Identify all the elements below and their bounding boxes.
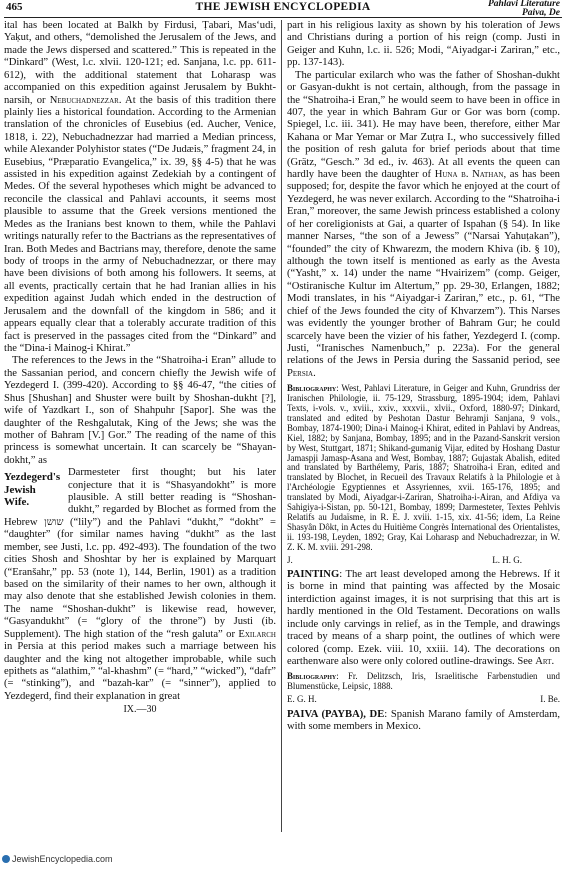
bibliography	[287, 384, 560, 552]
side-heading: Yezdegerd's Jewish Wife.	[4, 471, 61, 508]
text-run: Darmesteter first thought; but his later conjecture that it is “Shasyandokht” is more plausible. A still better reading is “Shoshan-dukht,” regarded by Blochet as formed from the Hebrew	[4, 467, 276, 528]
text-run: (“lily”) and the Pahlavi “dukht,” “dokht” = “daughter” (for similar names having “dukht” as the last member, see Justi, l.c. pp. 492-493). The foundation of the two cities Shosh and Shoshtar by her is explained by Marquart (“Eranšahr,” pp. 53 (note 1), 144, Berlin, 1901) as a tradition based on the similarity of their names to her own, although it may also denote that she established Jewish colonies in them. The name “Shoshan-dukht” is likewise read, however, “Gasyandukht” (= “glory of the throne”) by Justi (ib. Supplement). The high station of the “resh galuta” or	[4, 516, 276, 640]
text-run: ital has been located at Balkh by Firdusi, Ṭabari, Mas‘udi, Yaḳut, and others, “demolished the Jerusalem of the Jews, and made the Jews dispersed and scattered.” This is repeated in the “Dinkard” (West, l.c. xlvii. 120-121; ed. Sanjana, l.c. pp. 611-612), with the additional statement that Loharasp was accompanied on this expedition against Jerusalem by Bukht-narsih, or	[4, 20, 276, 106]
bibliography-label: Bibliography	[287, 383, 337, 394]
text-run: in Persia at this period makes such a marriage between his daughter and the king not altogether improbable, while such epithets as “alathim,” “al-khashm” (= “hard,” “wicked”), “dafr” (= “stinking”), and “bazah-kar” (= “sinner”), applied to Yezdegerd, find their explanation in great	[4, 641, 276, 702]
watermark-text: JewishEncyclopedia.com	[12, 854, 113, 864]
text-run: .	[551, 656, 555, 668]
bibliography	[287, 672, 560, 692]
headword-top: Pahlavi Literature	[487, 0, 560, 9]
volume-signature: IX.—30	[123, 704, 157, 716]
signature-right: L. H. G.	[492, 554, 522, 565]
author-signature	[287, 554, 560, 566]
author-signature	[287, 693, 560, 705]
text-run: The particular exilarch who was the father of Shoshan-dukht or Gasyan-dukht is not certain, although, from the passage in the “Shatroiha-i Eran,” he would seem to have been in office in 407, the year in which Bahram Gur or Gor was born (comp. Spiegel, l.c. iii. 341). He may have been, therefore, either Mar Kahana or Mar Yemar or Mar Zuṭra I., who successively filled the position of resh galuta for brief periods about that time (Grätz, “Gesch.” 3d ed., iv. 463). At all events the queen can hardly have been the daughter of	[287, 69, 560, 181]
column-divider	[281, 20, 282, 832]
cross-reference-link[interactable]: Persia	[287, 367, 314, 379]
text-run: , as has been supposed; for, despite the favor which he enjoyed at the court of Yezdegerd, he was never exilarch. According to the “Shatroiha-i Eran,” moreover, the same Jewish princess established a colony of her coreligionists at Gai, a quarter of Ispahan (§ 54). In like manner Narses, “the son of a Jewess” (“Narsai Yahuṭakan”), “founded” the city of Khwarezm, the modern Khiva (ib. § 10), although the town itself is mentioned as early as the Avesta (“Yasht,” x. 14) under the name “Hvairizem” (comp. Geiger, “Ostiranische Kultur im Altertum,” pp. 29-30, Erlangen, 1882; Modi translates, in his “Aiyadgar-i Zariran,” etc., p. 61, “The chief of the Jews founded the city of Khvarzem”). This Narses was evidently the younger brother of Bahram Gur; he could scarcely have been the vizier of his father, Yezdegerd I. (comp. Justi, “Iranisches Namenbuch,” p. 223a). For the general relations of the Jews in Persia during the Sassanid period, see	[287, 169, 560, 367]
paragraph: part in his religious laxity as shown by his toleration of Jews and Christians during a portion of his reign (comp. Justi in Geiger and Kuhn, l.c. ii. 526; Modi, “Aiyadgar-i Zariran,” etc., pp. 137-143).	[287, 20, 560, 69]
text-run: : Spanish Marano family of Amsterdam, with some members in Mexico.	[287, 708, 560, 733]
paragraph	[287, 70, 560, 381]
paragraph: The references to the Jews in the “Shatroiha-i Eran” allude to the Sassanian period, and concern chiefly the Jewish wife of Yezdegerd I. (399-420). According to §§ 46-47, “the cities of Shus [Shushan] and Shuster were built by Shoshan-dukht [?], wife of Yazdkart I., son of Shahpuhr [Sapor]. She was the daughter of the Reshgalutak, King of the Jews; she was the mother of Bahram [V.] Gor.” The reading of the name of this princess is somewhat uncertain. It can scarcely be “Shayan-dokht,” as	[4, 355, 276, 466]
paragraph	[4, 20, 276, 355]
bibliography-label: Bibliography	[287, 671, 337, 682]
entry-paiva	[287, 709, 560, 734]
page-number: 465	[6, 1, 23, 13]
entry-title: PAINTING	[287, 569, 340, 581]
page-header	[4, 0, 562, 18]
cross-reference-link[interactable]: Exilarch	[238, 628, 276, 640]
signature-left: J.	[287, 554, 293, 565]
text-run: : Fr. Delitzsch, Iris, Israelitische Farbenstudien und Blumenstücke, Leipsic, 1888.	[287, 671, 560, 692]
headword-range	[488, 0, 560, 18]
hebrew-word: שושן	[44, 516, 64, 528]
text-run: . At the basis of this tradition there plainly lies a historical foundation. According to the Armenian translation of the chronicles of Eusebius (ed. Aucher, Venice, 1818, i. 22), Nebuchadnezzar had married a Median princess, while Alexander Polyhistor states (“De Judæis,” fragment 24, in Eusebius, “Præparatio Evangelica,” ix. 39, §§ 4-5) that he was assisted in his expedition against Zedekiah by a contingent of Medes. Of the several hypotheses which might be advanced to reconcile the classical and Pahlavi accounts, it seems most plausible to assume that the Greek versions mentioned the Medes as the Iranians best known to them, while the Pahlavi writings naturally refer to the Bactrians as the representatives of Iran. Both Medes and Bactrians may, therefore, denote the same body of troops in the army of Nebuchadnezzar, or there may have been divisions of both among his followers. It seems, at all events, practically certain that he had Iranian allies in his expedition against Judah which ended in the destruction of Jerusalem and the downfall of the kingdom in 586; and it appears equally clear that a tolerably accurate tradition of this fact is preserved in the passages cited from the “Dinkard” and the “Dina-i Mainog-i Khirat.”	[4, 94, 276, 354]
signature-left: E. G. H.	[287, 694, 317, 705]
cross-reference-link[interactable]: Nebuchadnezzar	[49, 94, 119, 106]
right-column	[287, 20, 560, 734]
left-column	[4, 20, 276, 717]
entry-title: PAIVA (PAYBA), DE	[287, 708, 385, 720]
text-run: : West, Pahlavi Literature, in Geiger and Kuhn, Grundriss der Iranischen Philologie, ii. 75-129, Strassburg, 1895-1904; idem, Pahlavi Texts, i-vols. v., xviii., xxiv., xxxvii., xlvii., Oxford, 1880-97; Dinkard, translated and edited by Peshotan Dastur Behramji Sanjana, 9 vols., Bombay, 1874-1900; Dina-i Mainog-i Khirat, edited in Pahlavi by Andreas, Kiel, 1882; by Sanjana, Bombay, 1895; and in the Pazand-Sanskrit version by West, Stuttgart, 1871; Shikand-gumanig Vijar, edited by Hoshang Dastur Jamaspji Jamasp-Asana and West, Bombay, 1887; Gujastak Abalish, edited and translated by Barthélemy, Paris, 1887; Shatroiha-i Eran, edited and translated by Blochet, in Recueil des Travaux Relatifs à la Philologie et à l'Archéologie Egyptiennes et Assyriennes, xvii. 165-176, 1895; and translated by Modi, Aiyadgar-i-Zariran, Shatroiha-i-Airan, and Afdiya va Sahigiya-i-Sistan, pp. 50-121, Bombay, 1899; Darmesteter, Textes Pehlvis Relatifs au Judaïsme, in R. E. J. xviii. 1-15, xix. 41-56; idem, La Reine Shasyân Dôkt, in Actes du Huitième Congrès International des Orientalistes, ii. 193-198, Leyden, 1892; Gray, Kai Loharasp and Nebuchadrezzar, in W. Z. K. M. xviii. 291-298.	[287, 383, 560, 552]
text-run: : The art least developed among the Hebrews. If it is borne in mind that painting was affected by the Mosaic interdiction against images, it is not surprising that this art is hardly mentioned in the Old Testament. Decorations on walls include only carvings in relief, as in the Temple, and drawings traced by means of a sharp point, the outlines of which were colored (comp. Ezek. viii. 10, xxiii. 14). The decorations on earthenware also were only colored outline-drawings. See	[287, 569, 560, 668]
entry-painting	[287, 569, 560, 668]
headword-bottom: Paiva, De	[522, 8, 560, 18]
running-title: THE JEWISH ENCYCLOPEDIA	[195, 1, 371, 13]
site-watermark[interactable]	[2, 854, 113, 864]
globe-icon	[2, 855, 10, 863]
signature-right: I. Be.	[540, 694, 560, 705]
cross-reference-link[interactable]: Huna b. Nathan	[434, 169, 504, 181]
text-run: .	[313, 367, 316, 379]
cross-reference-link[interactable]: Art	[535, 656, 552, 668]
